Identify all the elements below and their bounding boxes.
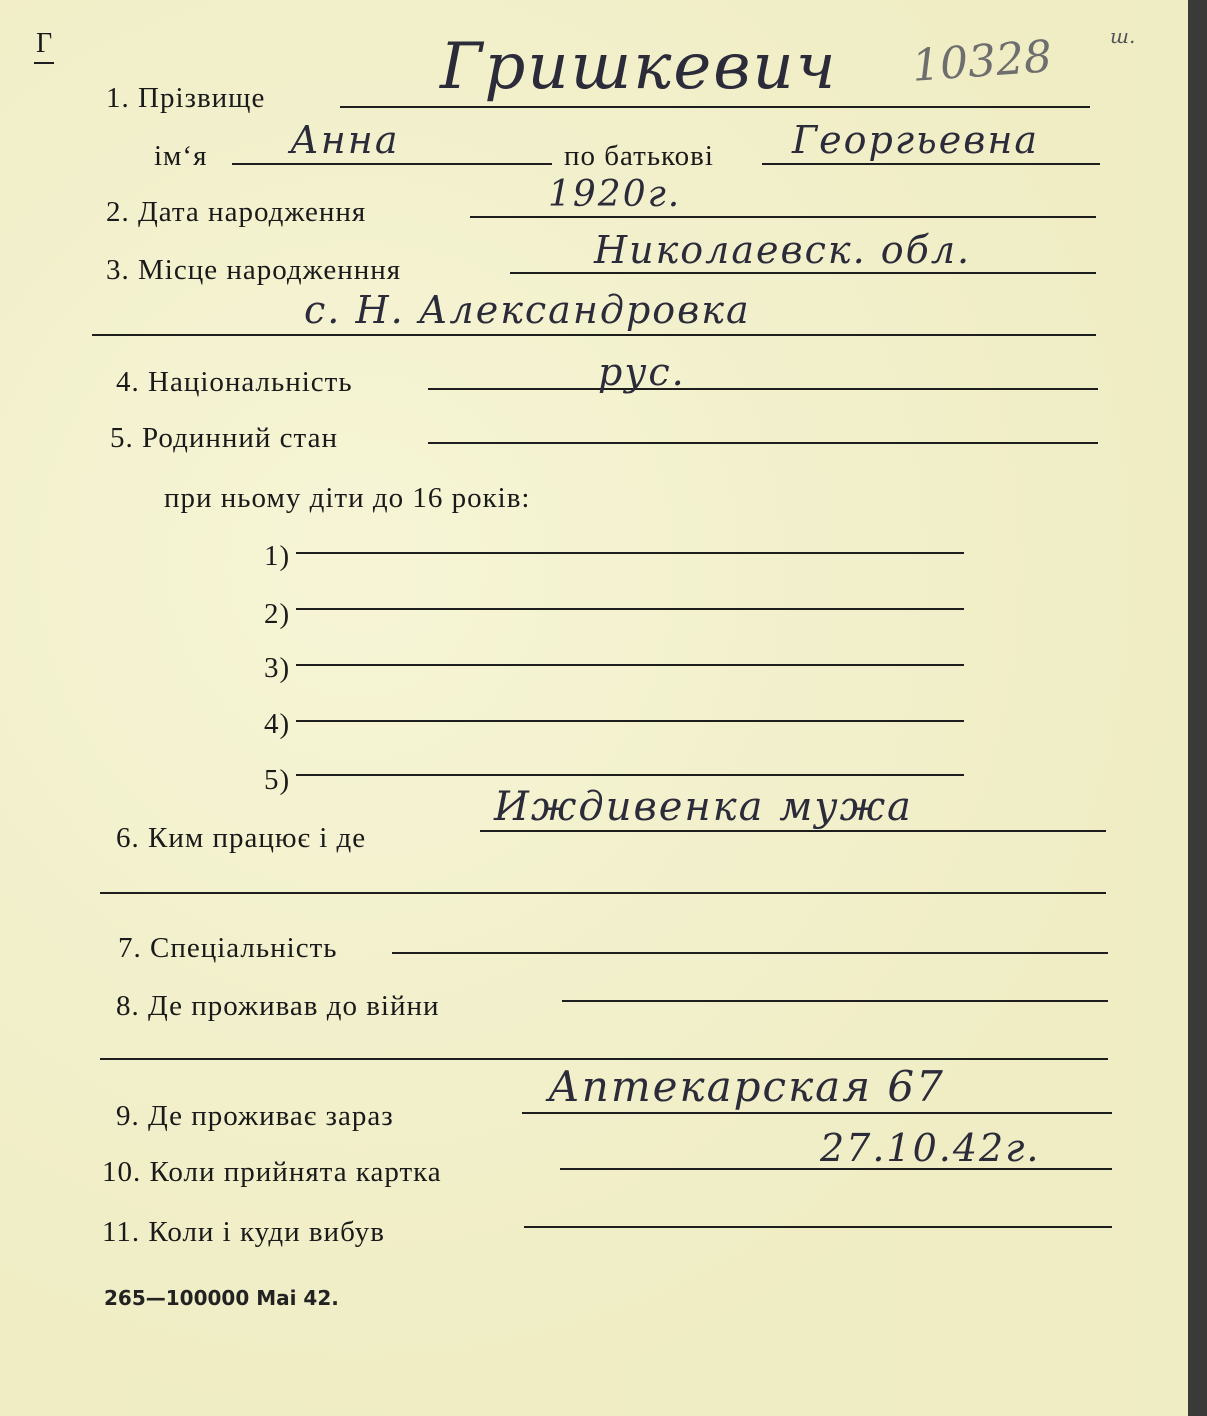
departure-label: 11. Коли і куди вибув bbox=[102, 1216, 385, 1248]
first-name-label: ім‘я bbox=[154, 140, 208, 172]
surname-value: Гришкевич bbox=[440, 30, 838, 104]
specialty-line bbox=[392, 952, 1108, 954]
registration-number: 10328 bbox=[910, 31, 1054, 92]
prewar-line bbox=[562, 1000, 1108, 1002]
occupation-line bbox=[480, 830, 1106, 832]
birth-place-line bbox=[510, 272, 1096, 274]
birth-place-value: Николаевск. обл. bbox=[594, 228, 972, 272]
surname-label: 1. Прізвище bbox=[106, 82, 266, 114]
registration-suffix: ш. bbox=[1110, 24, 1136, 48]
current-value: Аптекарская 67 bbox=[548, 1062, 945, 1111]
birth-place-value-2: с. Н. Александровка bbox=[304, 288, 751, 332]
printer-mark: 265—100000 Mai 42. bbox=[104, 1286, 339, 1310]
birth-date-line bbox=[470, 216, 1096, 218]
patronymic-label: по батькові bbox=[564, 140, 714, 172]
prewar-label: 8. Де проживав до війни bbox=[116, 990, 440, 1022]
occupation-label: 6. Ким працює і де bbox=[116, 822, 367, 854]
child-3-line bbox=[296, 664, 964, 666]
prewar-line-2 bbox=[100, 1058, 1108, 1060]
nationality-value: рус. bbox=[598, 350, 686, 394]
current-line bbox=[522, 1112, 1112, 1114]
child-5-label: 5) bbox=[264, 764, 291, 796]
occupation-line-2 bbox=[100, 892, 1106, 894]
birth-date-value: 1920г. bbox=[548, 174, 682, 215]
child-1-line bbox=[296, 552, 964, 554]
child-4-line bbox=[296, 720, 964, 722]
child-2-label: 2) bbox=[264, 598, 291, 630]
corner-underline bbox=[34, 62, 54, 64]
corner-mark: Г bbox=[36, 28, 53, 59]
card-date-value: 27.10.42г. bbox=[820, 1126, 1041, 1170]
marital-line bbox=[428, 442, 1098, 444]
birth-place-line-2 bbox=[92, 334, 1096, 336]
nationality-line bbox=[428, 388, 1098, 390]
child-2-line bbox=[296, 608, 964, 610]
children-label: при ньому діти до 16 років: bbox=[164, 482, 531, 514]
surname-line bbox=[340, 106, 1090, 108]
child-3-label: 3) bbox=[264, 652, 291, 684]
occupation-value: Иждивенка мужа bbox=[494, 784, 913, 830]
marital-label: 5. Родинний стан bbox=[110, 422, 338, 454]
patronymic-line bbox=[762, 163, 1100, 165]
first-name-value: Анна bbox=[290, 118, 400, 162]
current-label: 9. Де проживає зараз bbox=[116, 1100, 394, 1132]
birth-place-label: 3. Місце народженння bbox=[106, 254, 402, 286]
child-1-label: 1) bbox=[264, 540, 291, 572]
departure-line bbox=[524, 1226, 1112, 1228]
nationality-label: 4. Національність bbox=[116, 366, 353, 398]
patronymic-value: Георгьевна bbox=[792, 118, 1040, 162]
child-4-label: 4) bbox=[264, 708, 291, 740]
specialty-label: 7. Спеціальність bbox=[118, 932, 338, 964]
child-5-line bbox=[296, 774, 964, 776]
card-date-label: 10. Коли прийнята картка bbox=[102, 1156, 442, 1188]
first-name-line bbox=[232, 163, 552, 165]
birth-date-label: 2. Дата народження bbox=[106, 196, 367, 228]
